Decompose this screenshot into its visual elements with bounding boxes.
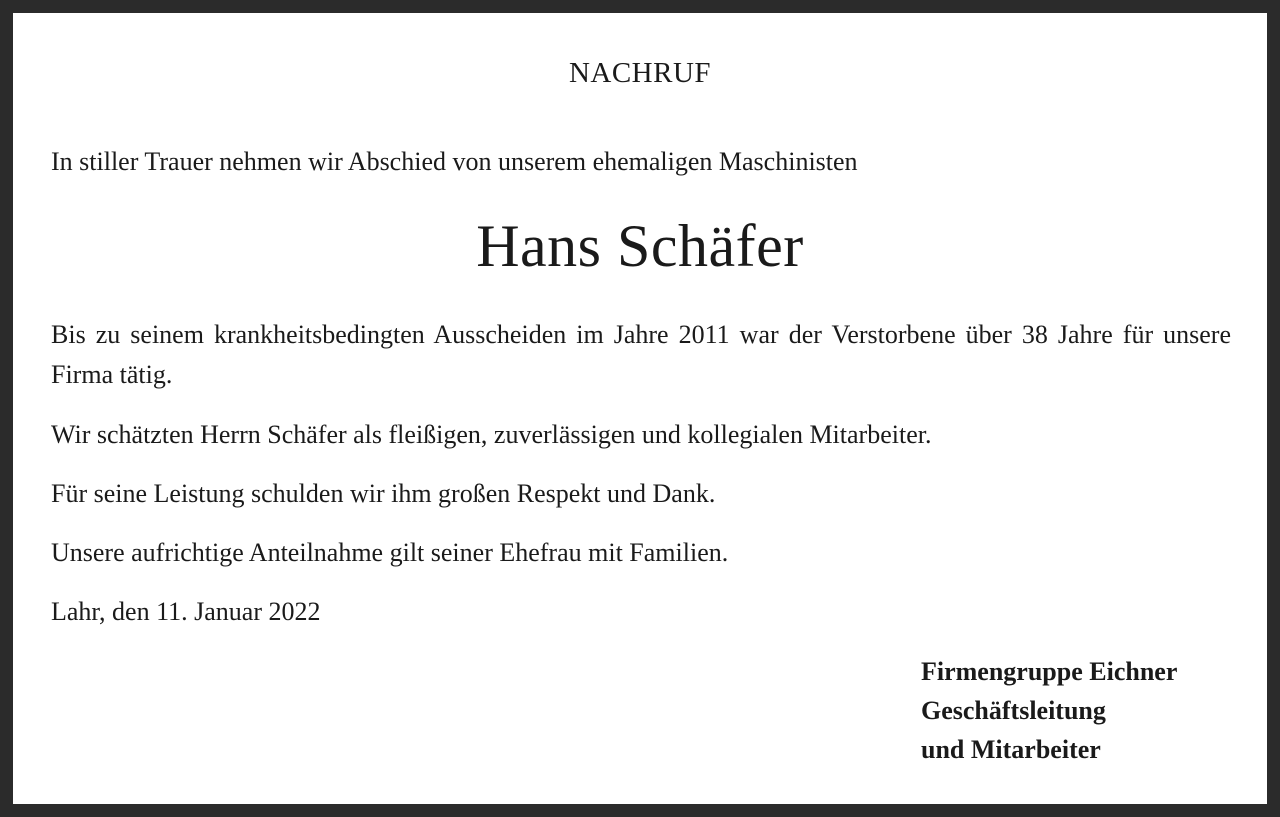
paragraph-respect: Für seine Leistung schulden wir ihm großen Respekt und Dank. [51,479,716,508]
intro-line: In stiller Trauer nehmen wir Abschied von unserem ehemaligen Maschinisten [51,147,858,176]
signature-company: Firmengruppe Eichner [921,657,1178,686]
deceased-name: Hans Schäfer [476,213,804,279]
notice-heading: NACHRUF [568,57,712,89]
place-date: Lahr, den 11. Januar 2022 [51,597,321,626]
signature-block [921,652,1177,769]
obituary-notice [13,13,1267,804]
paragraph-tenure: Bis zu seinem krankheitsbedingten Ausscheiden im Jahre 2011 war der Verstorbene über 38 Jahre für unsere Firma tätig. [51,320,1231,389]
signature-staff: und Mitarbeiter [921,735,1101,764]
paragraph-appreciation: Wir schätzten Herrn Schäfer als fleißigen, zuverlässigen und kollegialen Mitarbeiter. [51,420,932,449]
signature-management: Geschäftsleitung [921,696,1106,725]
paragraph-condolence: Unsere aufrichtige Anteilnahme gilt seiner Ehefrau mit Familien. [51,538,729,567]
